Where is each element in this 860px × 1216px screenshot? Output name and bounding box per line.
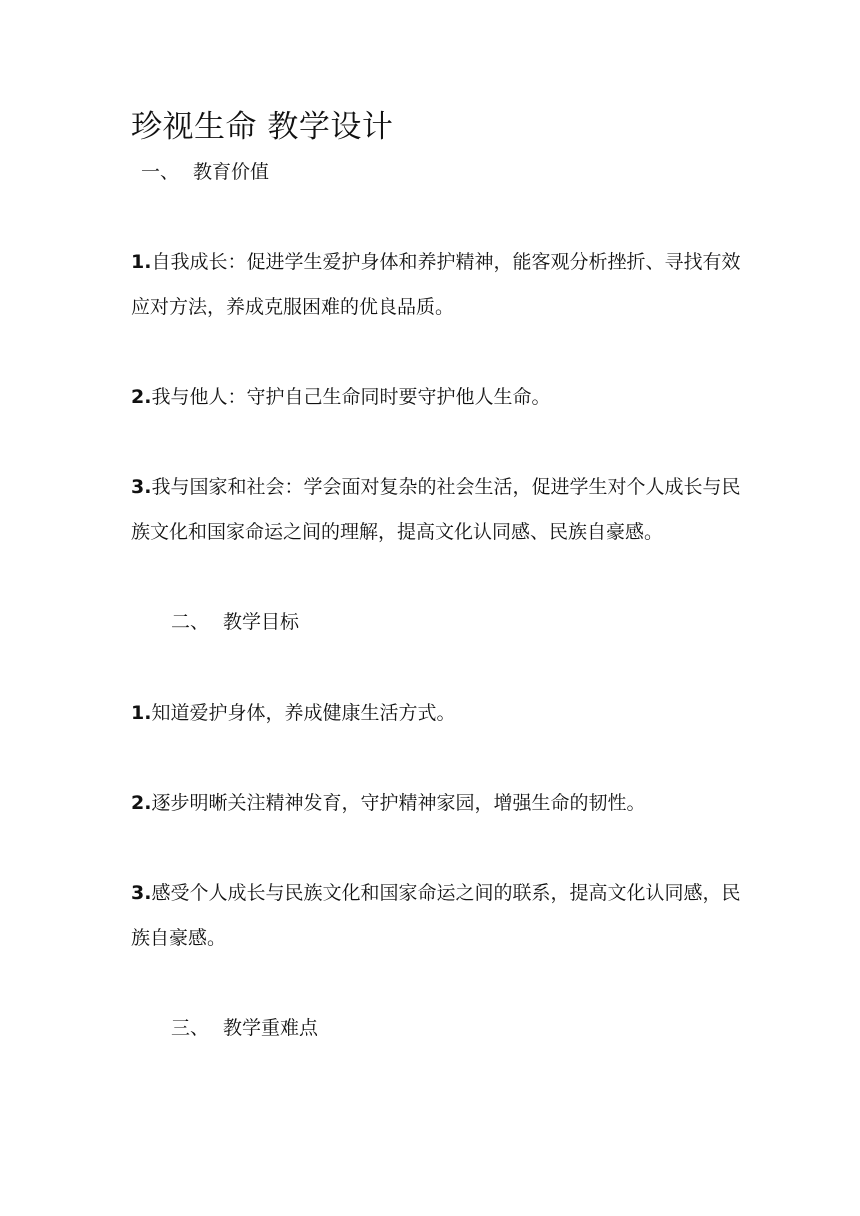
item-number: 1. [131, 251, 152, 273]
section-number: 一、 [141, 161, 180, 183]
section-number: 三、 [171, 1017, 210, 1039]
item-text: 感受个人成长与民族文化和国家命运之间的联系，提高文化认同感，民族自豪感。 [131, 882, 741, 949]
teaching-goal-item-2 [131, 781, 745, 826]
item-number: 2. [131, 386, 152, 408]
section-heading-education-value [141, 158, 269, 186]
document-title: 珍视生命 教学设计 [131, 109, 394, 145]
item-text: 逐步明晰关注精神发育，守护精神家园，增强生命的韧性。 [151, 792, 646, 814]
item-text: 我与他人：守护自己生命同时要守护他人生命。 [151, 386, 551, 408]
item-number: 1. [131, 702, 152, 724]
section-title: 教学重难点 [223, 1017, 319, 1039]
education-value-item-3 [131, 465, 745, 555]
item-number: 3. [131, 882, 152, 904]
item-text: 我与国家和社会：学会面对复杂的社会生活，促进学生对个人成长与民族文化和国家命运之间的理解，提高文化认同感、民族自豪感。 [131, 476, 741, 543]
item-number: 3. [131, 476, 152, 498]
section-heading-key-difficulties [171, 1014, 318, 1042]
item-text: 知道爱护身体，养成健康生活方式。 [151, 702, 456, 724]
education-value-item-1 [131, 240, 745, 330]
education-value-item-2 [131, 375, 745, 420]
section-heading-teaching-goals [171, 608, 299, 636]
item-text: 自我成长：促进学生爱护身体和养护精神，能客观分析挫折、寻找有效应对方法，养成克服困难的优良品质。 [131, 251, 741, 318]
teaching-goal-item-1 [131, 691, 745, 736]
section-title: 教学目标 [223, 611, 300, 633]
section-title: 教育价值 [193, 161, 270, 183]
teaching-goal-item-3 [131, 871, 745, 961]
section-number: 二、 [171, 611, 210, 633]
item-number: 2. [131, 792, 152, 814]
